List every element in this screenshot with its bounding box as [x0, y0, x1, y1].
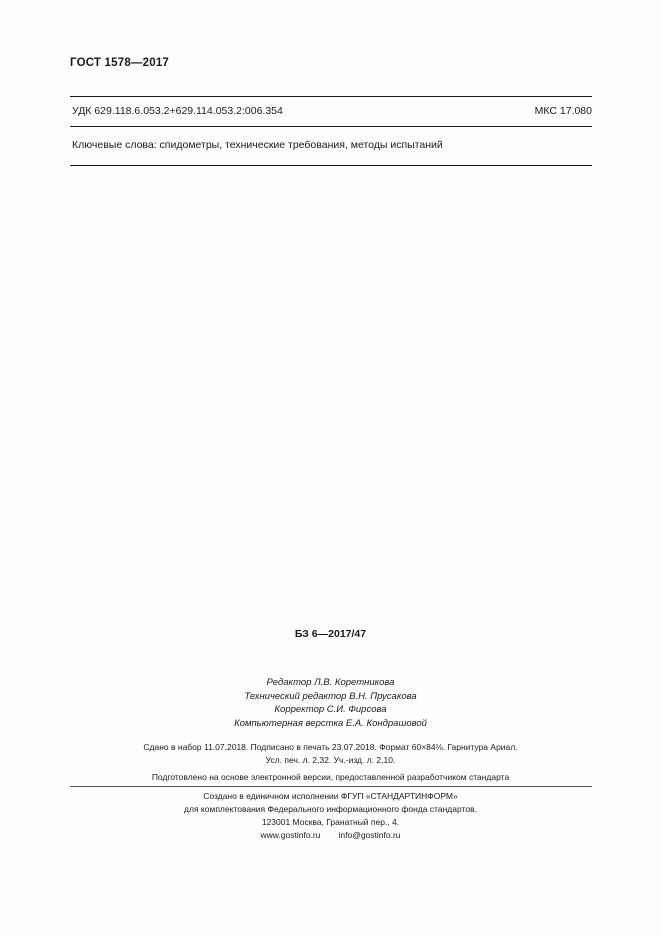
print-info-block	[0, 741, 661, 767]
publisher-contacts	[0, 829, 661, 842]
divider-bottom	[70, 165, 592, 166]
prepared-note: Подготовлено на основе электронной версии, предоставленной разработчиком стандарта	[151, 772, 510, 782]
credits-block	[0, 676, 661, 730]
standard-header: ГОСТ 1578—2017	[70, 57, 170, 69]
publisher-block	[0, 790, 661, 842]
divider-top	[70, 96, 592, 97]
email-link[interactable]: info@gostinfo.ru	[338, 830, 401, 840]
bz-code: БЗ 6—2017/47	[294, 628, 367, 640]
credit-layout: Компьютерная верстка Е.А. Кондрашовой	[234, 717, 427, 729]
print-info-line-2: Усл. печ. л. 2,32. Уч.-изд. л. 2,10.	[265, 755, 396, 765]
website-link[interactable]: www.gostinfo.ru	[260, 830, 321, 840]
publisher-line-2: для комплектования Федерального информационного фонда стандартов.	[184, 804, 477, 814]
credit-editor: Редактор Л.В. Коретникова	[266, 677, 395, 688]
credit-corrector: Корректор С.И. Фирсова	[274, 704, 387, 715]
udk-code: УДК 629.118.6.053.2+629.114.053.2:006.354	[72, 105, 283, 117]
publisher-address: 123001 Москва, Гранатный пер., 4.	[261, 817, 400, 827]
credit-technical-editor: Технический редактор В.Н. Прусакова	[244, 690, 417, 702]
divider-footer	[70, 786, 592, 787]
mks-code: МКС 17.080	[534, 105, 592, 117]
print-info-line-1: Сдано в набор 11.07.2018. Подписано в печать 23.07.2018. Формат 60×84⅛. Гарнитура Ариал.	[143, 742, 518, 752]
divider-middle	[70, 126, 592, 127]
keywords-line: Ключевые слова: спидометры, технические требования, методы испытаний	[72, 139, 443, 151]
publisher-line-1: Создано в единичном исполнении ФГУП «СТАНДАРТИНФОРМ»	[203, 791, 458, 801]
